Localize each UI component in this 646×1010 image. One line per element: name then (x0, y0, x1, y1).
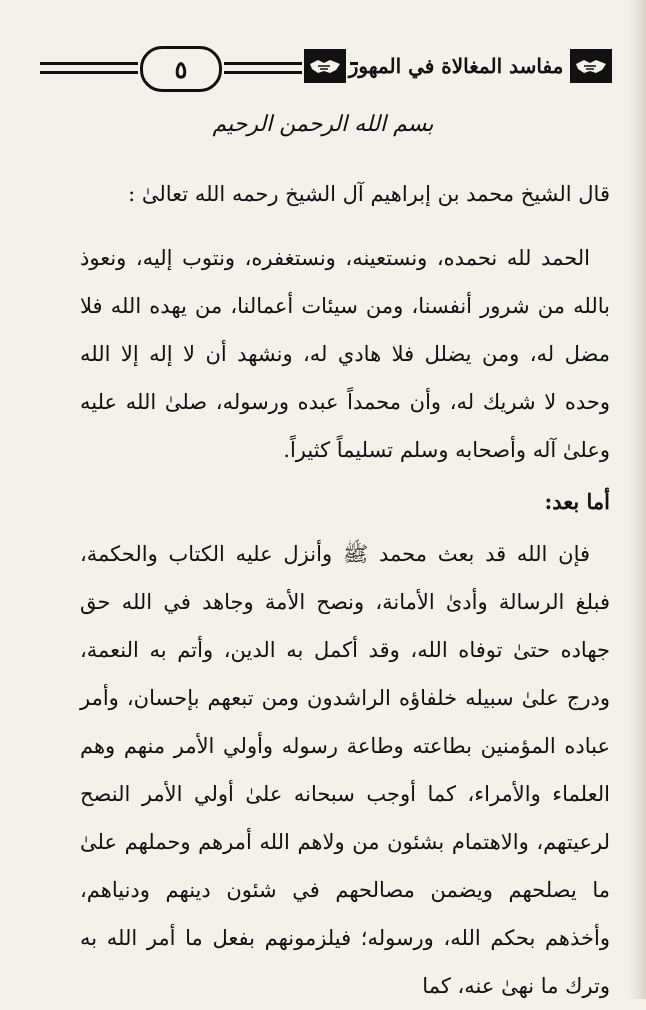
section-heading: أما بعد: (544, 489, 610, 514)
header-rule (224, 71, 302, 74)
page-number-badge (140, 46, 222, 92)
handshake-icon (570, 49, 612, 83)
book-title: مفاسد المغالاة في المهور (348, 54, 564, 78)
paragraph-praise: الحمد لله نحمده، ونستعينه، ونستغفره، ونتوب إليه، ونعوذ بالله من شرور أنفسنا، ومن سيئات أعمالنا، من يهده الله فلا مضل له، ومن يضلل فلا هادي له، ونشهد أن لا إله إلا الله وحده لا شريك له، وأن محمداً عبده ورسوله، صلىٰ الله عليه وعلىٰ آله وأصحابه وسلم تسليماً كثيراً. (80, 246, 610, 462)
basmala: بسم الله الرحمن الرحيم (212, 112, 434, 137)
page-header (40, 40, 615, 100)
paragraph-body: فإن الله قد بعث محمد ﷺ وأنزل عليه الكتاب والحكمة، فبلغ الرسالة وأدىٰ الأمانة، ونصح الأمة وجاهد في الله حق جهاده حتىٰ توفاه الله، وقد أكمل به الدين، وأتم به النعمة، ودرج علىٰ سبيله خلفاؤه الراشدون ومن تبعهم بإحسان، وأمر عباده المؤمنين بطاعته وطاعة رسوله وأولي الأمر منهم وهم العلماء والأمراء، كما أوجب سبحانه علىٰ أولي الأمر النصح لرعيتهم، والاهتمام بشئون من ولاهم الله أمرهم وحملهم علىٰ ما يصلحهم ويضمن مصالحهم في شئون دينهم ودنياهم، وأخذهم بحكم الله، ورسوله؛ فيلزمونهم بفعل ما أمر الله به وترك ما نهىٰ عنه، كما (80, 542, 610, 998)
handshake-icon (304, 49, 346, 83)
page-edge-shadow (628, 0, 646, 999)
page-number: ٥ (174, 54, 188, 84)
intro-line: قال الشيخ محمد بن إبراهيم آل الشيخ رحمه الله تعالىٰ : (128, 182, 610, 206)
header-rule (40, 71, 138, 74)
header-rule (224, 62, 302, 65)
header-rule (40, 62, 138, 65)
